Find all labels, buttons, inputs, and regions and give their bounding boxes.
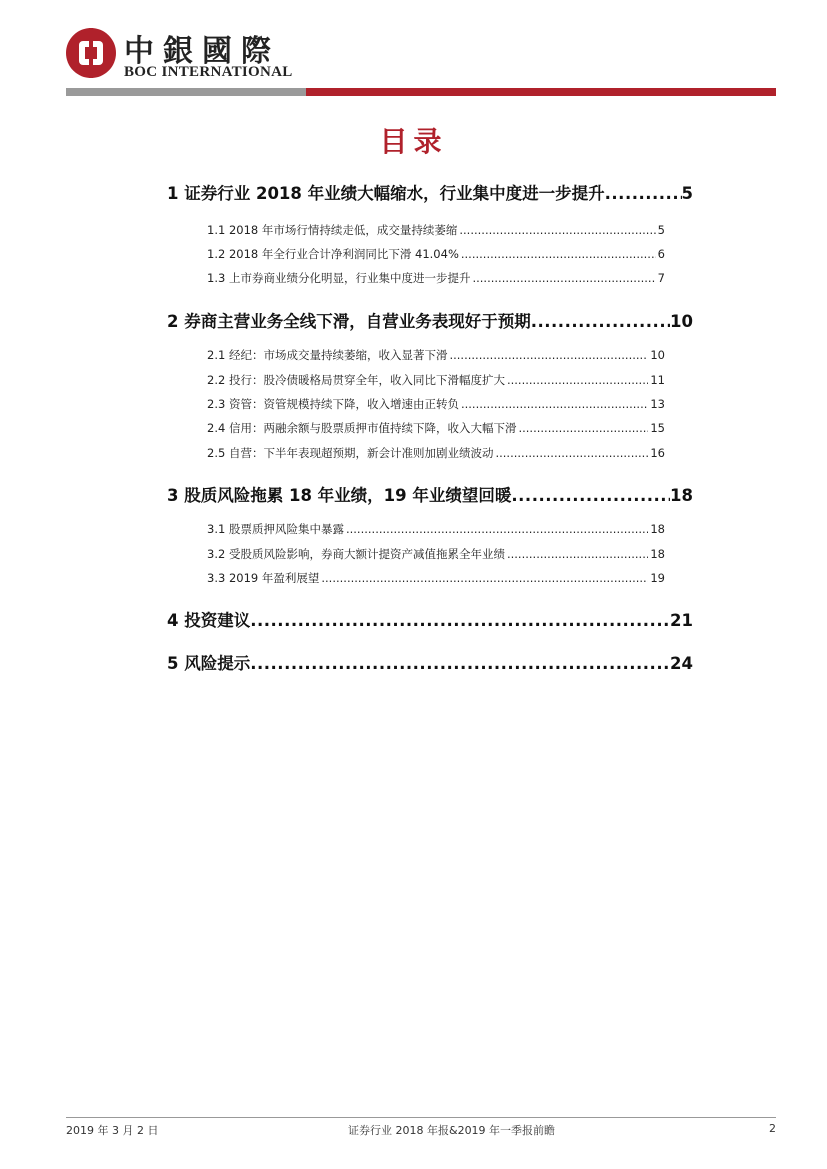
- toc-leader: [461, 397, 648, 411]
- toc-entry-4[interactable]: [167, 607, 693, 631]
- toc-entry-page: 11: [650, 373, 665, 387]
- toc-entry-2-2[interactable]: [207, 372, 665, 388]
- toc-entry-label: 4 投资建议: [167, 611, 251, 630]
- toc-entry-page: 7: [657, 271, 665, 285]
- toc-entry-page: 21: [670, 611, 693, 630]
- toc-entry-label: 2.2 投行：股冷债暖格局贯穿全年，收入同比下滑幅度扩大: [207, 373, 505, 387]
- brand-name-chinese: 中銀國際: [124, 34, 280, 69]
- boc-logo-icon: [66, 28, 116, 78]
- toc-entry-page: 5: [681, 184, 693, 203]
- toc-entry-page: 16: [650, 446, 665, 460]
- toc-entry-2-4[interactable]: [207, 420, 665, 436]
- toc-entry-page: 10: [670, 312, 693, 331]
- footer-page-number: 2: [769, 1122, 776, 1135]
- toc-leader: [495, 446, 648, 460]
- toc-entry-5[interactable]: [167, 650, 693, 674]
- toc-entry-2-5[interactable]: [207, 445, 665, 461]
- page-header: [66, 28, 776, 98]
- toc-entry-page: 18: [650, 522, 665, 536]
- toc-entry-2-3[interactable]: [207, 396, 665, 412]
- toc-entry-label: 3.2 受股质风险影响，券商大额计提资产减值拖累全年业绩: [207, 547, 505, 561]
- toc-entry-1-1[interactable]: [207, 222, 665, 238]
- toc-entry-1[interactable]: [167, 180, 693, 204]
- toc-entry-label: 3 股质风险拖累 18 年业绩，19 年业绩望回暖: [167, 486, 512, 505]
- toc-leader: [461, 247, 656, 261]
- toc-entry-page: 15: [650, 421, 665, 435]
- toc-entry-3-2[interactable]: [207, 546, 665, 562]
- toc-entry-label: 2.3 资管：资管规模持续下降，收入增速由正转负: [207, 397, 459, 411]
- toc-entry-label: 2.1 经纪：市场成交量持续萎缩，收入显著下滑: [207, 348, 448, 362]
- toc-entry-label: 2.5 自营：下半年表现超预期，新会计准则加剧业绩波动: [207, 446, 494, 460]
- toc-leader: [518, 421, 648, 435]
- toc-leader: [507, 547, 648, 561]
- toc-entry-label: 2 券商主营业务全线下滑，自营业务表现好于预期: [167, 312, 531, 331]
- toc-entry-page: 18: [650, 547, 665, 561]
- toc-entry-page: 10: [650, 348, 665, 362]
- toc-leader: [605, 184, 682, 203]
- page-footer: [66, 1117, 776, 1137]
- toc-entry-label: 3.3 2019 年盈利展望: [207, 571, 320, 585]
- toc-entry-label: 1.3 上市券商业绩分化明显，行业集中度进一步提升: [207, 271, 471, 285]
- toc-leader: [250, 654, 670, 673]
- toc-leader: [511, 486, 670, 505]
- toc-entry-3-1[interactable]: [207, 521, 665, 537]
- toc-leader: [321, 571, 648, 585]
- toc-entry-3-3[interactable]: [207, 570, 665, 586]
- footer-date: 2019 年 3 月 2 日: [66, 1124, 159, 1137]
- toc-leader: [507, 373, 648, 387]
- toc-entry-page: 13: [650, 397, 665, 411]
- toc-entry-label: 2.4 信用：两融余额与股票质押市值持续下降，收入大幅下滑: [207, 421, 517, 435]
- toc-entry-page: 19: [650, 571, 665, 585]
- header-rule-red: [306, 88, 776, 96]
- header-rule-gray: [66, 88, 306, 96]
- toc-leader: [346, 522, 648, 536]
- toc-entry-page: 6: [657, 247, 665, 261]
- footer-report-title: 证券行业 2018 年报&2019 年一季报前瞻: [348, 1124, 556, 1137]
- toc-entry-label: 1.1 2018 年市场行情持续走低，成交量持续萎缩: [207, 223, 458, 237]
- toc-entry-page: 24: [670, 654, 693, 673]
- toc-leader: [459, 223, 655, 237]
- toc-leader: [472, 271, 655, 285]
- toc-leader: [250, 611, 670, 630]
- toc-leader: [531, 312, 670, 331]
- toc-entry-1-3[interactable]: [207, 270, 665, 286]
- toc-leader: [449, 348, 648, 362]
- toc-entry-label: 5 风险提示: [167, 654, 251, 673]
- toc-entry-label: 3.1 股票质押风险集中暴露: [207, 522, 344, 536]
- toc-entry-1-2[interactable]: [207, 246, 665, 262]
- page-title: 目录: [379, 125, 448, 158]
- toc-entry-page: 5: [657, 223, 665, 237]
- toc-entry-3[interactable]: [167, 482, 693, 506]
- toc-entry-label: 1 证券行业 2018 年业绩大幅缩水，行业集中度进一步提升: [167, 184, 605, 203]
- toc-entry-2[interactable]: [167, 308, 693, 332]
- toc-entry-page: 18: [670, 486, 693, 505]
- brand-name-english: BOC INTERNATIONAL: [124, 64, 293, 80]
- toc-entry-2-1[interactable]: [207, 347, 665, 363]
- toc-entry-label: 1.2 2018 年全行业合计净利润同比下滑 41.04%: [207, 247, 459, 261]
